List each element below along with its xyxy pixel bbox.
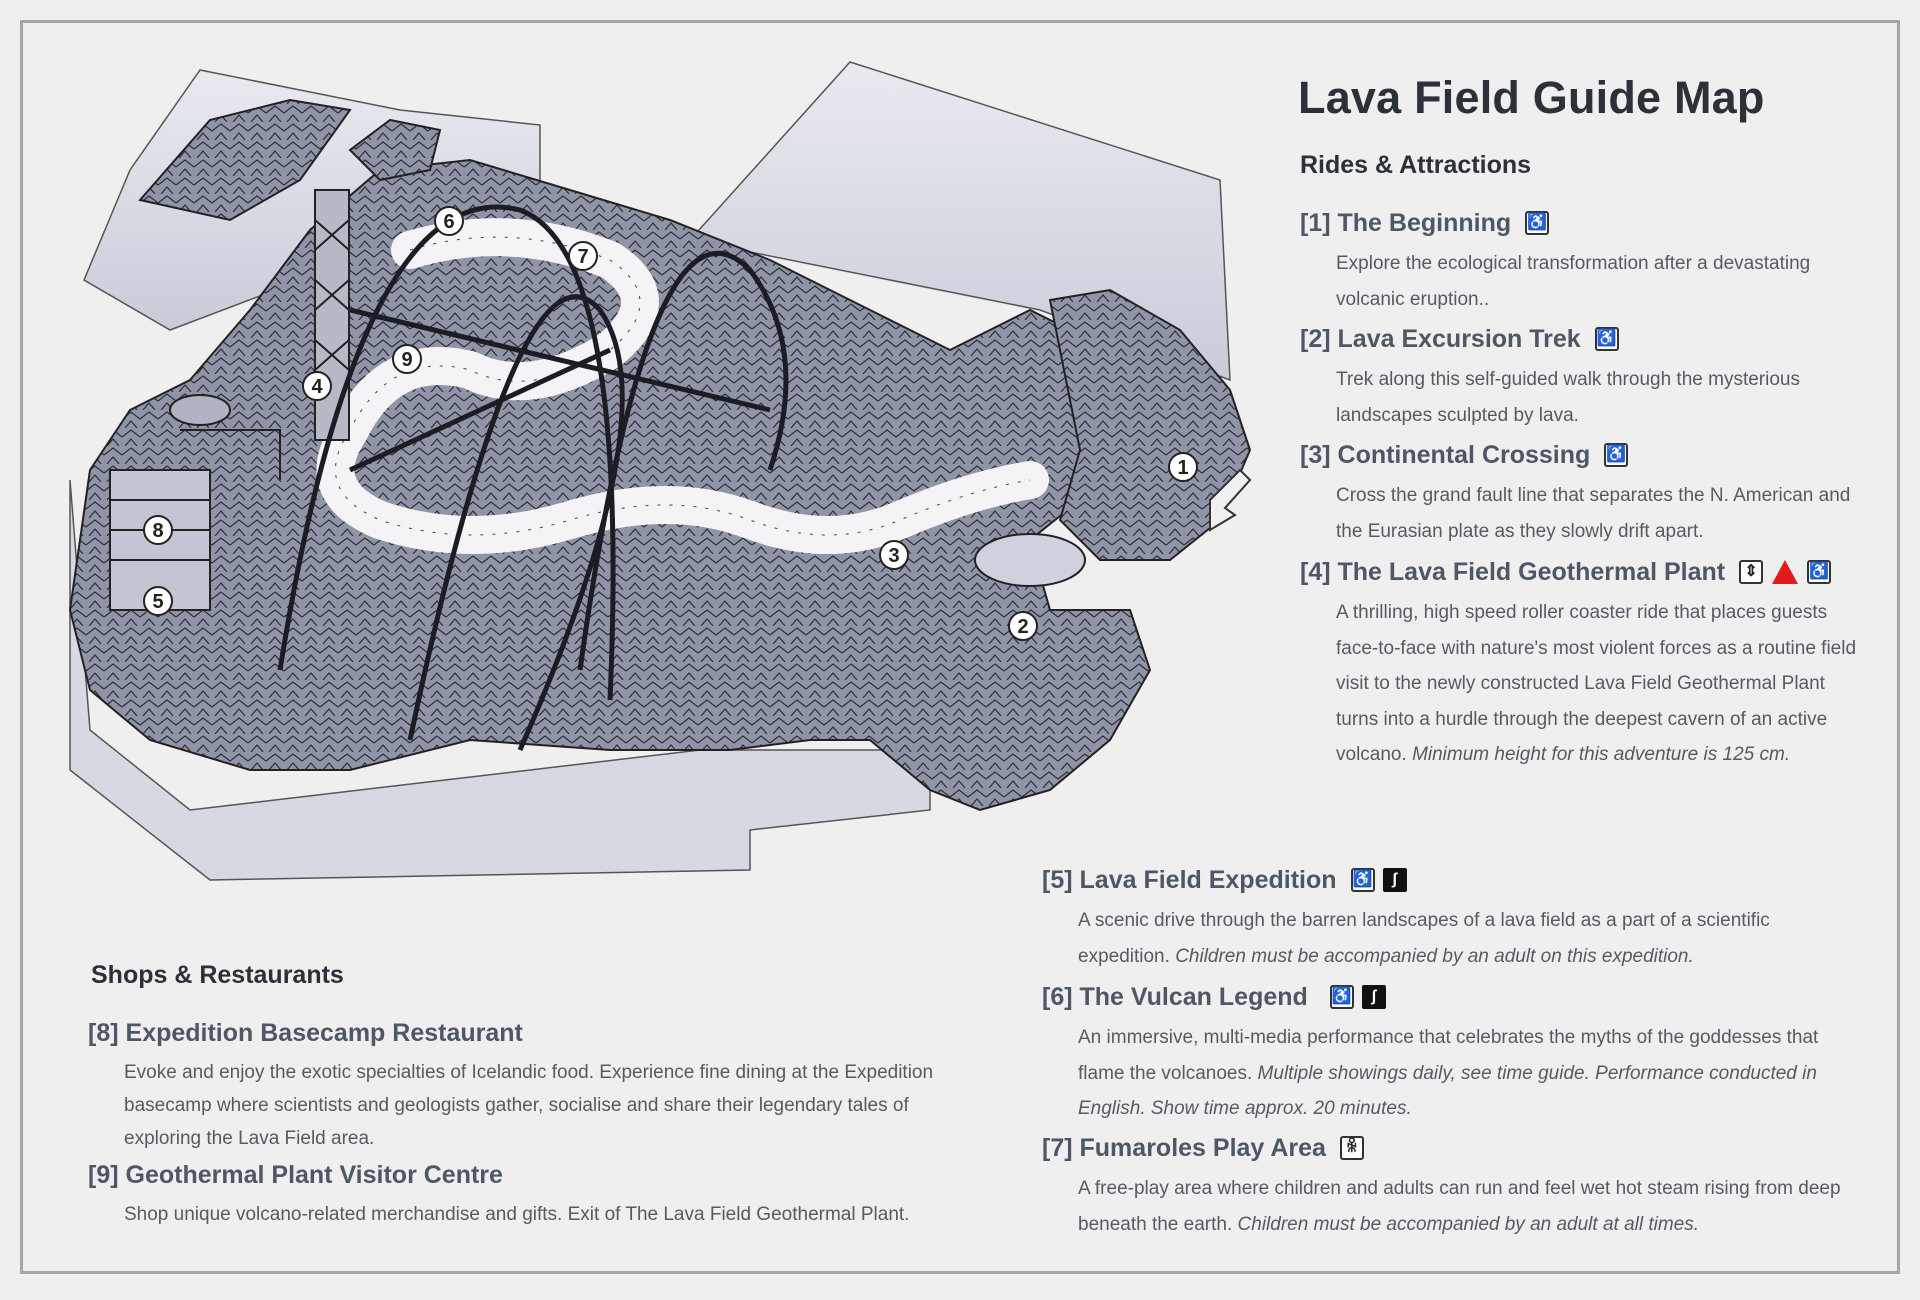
map-marker-5[interactable] bbox=[144, 587, 172, 615]
map-marker-1[interactable] bbox=[1169, 453, 1197, 481]
rides-section-heading: Rides & Attractions bbox=[1300, 151, 1532, 179]
ride-entry-1-title bbox=[1300, 206, 1860, 240]
shop-entry-8 bbox=[88, 1016, 968, 1155]
shop-description: Evoke and enjoy the exotic specialties of Icelandic food. Experience fine dining at the Expedition basecamp where scientists and geologists gather, socialise and share their legendary tales of exploring the Lava Field area. bbox=[124, 1062, 934, 1149]
ride-number: [3] bbox=[1300, 440, 1331, 469]
crater-pool bbox=[975, 534, 1085, 586]
ride-entry-1 bbox=[1300, 206, 1860, 317]
map-marker-5-label: 5 bbox=[152, 591, 164, 613]
ride-number: [1] bbox=[1300, 208, 1331, 237]
ride-name: The Lava Field Geothermal Plant bbox=[1337, 557, 1726, 586]
wheelchair-icon: ♿ bbox=[1330, 985, 1354, 1009]
ride-number: [2] bbox=[1300, 324, 1331, 353]
shop-entry-9 bbox=[88, 1158, 968, 1231]
map-marker-1-label: 1 bbox=[1177, 457, 1189, 479]
wheelchair-icon: ♿ bbox=[1595, 327, 1619, 351]
shop-description: Shop unique volcano-related merchandise and gifts. Exit of The Lava Field Geothermal Plant. bbox=[124, 1204, 910, 1225]
ride-entry-6-title bbox=[1042, 980, 1842, 1014]
ride-number: [7] bbox=[1042, 1133, 1073, 1162]
ride-note: Children must be accompanied by an adult at all times. bbox=[1237, 1213, 1700, 1235]
ride-entry-3 bbox=[1300, 438, 1860, 549]
shop-entry-8-title bbox=[88, 1016, 968, 1050]
map-marker-9[interactable] bbox=[393, 345, 421, 373]
height-restriction-icon: ⇕ bbox=[1739, 560, 1763, 584]
ride-entry-2-title bbox=[1300, 322, 1860, 356]
shop-name: Geothermal Plant Visitor Centre bbox=[125, 1160, 503, 1189]
ride-description: A thrilling, high speed roller coaster ride that places guests face-to-face with nature's most violent forces as a routine field visit to the newly constructed Lava Field Geothermal Plant turns into a hurdle through the deepest cavern of an active volcano. Minimum height for this adventure is 125 cm. bbox=[1336, 602, 1857, 765]
shop-name: Expedition Basecamp Restaurant bbox=[125, 1018, 523, 1047]
ride-description: Cross the grand fault line that separates the N. American and the Eurasian plate as they slowly drift apart. bbox=[1336, 485, 1851, 542]
ride-entry-7 bbox=[1042, 1131, 1842, 1242]
wheelchair-icon: ♿ bbox=[1525, 211, 1549, 235]
park-map-illustration[interactable] bbox=[50, 50, 1280, 910]
ride-entry-7-title bbox=[1042, 1131, 1842, 1165]
ride-name: Lava Excursion Trek bbox=[1337, 324, 1581, 353]
shops-section-heading: Shops & Restaurants bbox=[91, 961, 344, 989]
ride-description: A free-play area where children and adults can run and feel wet hot steam rising from deep beneath the earth. Children must be accompanied by an adult at all times. bbox=[1078, 1178, 1841, 1235]
ride-note: Multiple showings daily, see time guide. Performance conducted in English. Show time approx. 20 minutes. bbox=[1078, 1062, 1817, 1119]
ride-description: Trek along this self-guided walk through the mysterious landscapes sculpted by lava. bbox=[1336, 369, 1800, 426]
map-marker-3-label: 3 bbox=[888, 545, 900, 567]
map-marker-7-label: 7 bbox=[577, 246, 589, 268]
ride-entry-6 bbox=[1042, 980, 1842, 1127]
hearing-assist-icon: ʃ bbox=[1362, 985, 1386, 1009]
map-marker-7[interactable] bbox=[569, 242, 597, 270]
map-marker-8[interactable] bbox=[144, 516, 172, 544]
ride-entry-5 bbox=[1042, 863, 1842, 974]
wheelchair-transfer-icon: ♿ bbox=[1351, 868, 1375, 892]
wheelchair-icon: ♿ bbox=[1604, 443, 1628, 467]
ride-description: A scenic drive through the barren landscapes of a lava field as a part of a scientific expedition. Children must be accompanied by an adult on this expedition. bbox=[1078, 910, 1770, 967]
shop-number: [9] bbox=[88, 1160, 119, 1189]
warning-triangle-icon bbox=[1771, 559, 1799, 585]
map-marker-4-label: 4 bbox=[311, 376, 323, 398]
ride-number: [6] bbox=[1042, 982, 1073, 1011]
ride-note: Children must be accompanied by an adult on this expedition. bbox=[1175, 945, 1694, 967]
map-marker-9-label: 9 bbox=[401, 349, 413, 371]
hearing-assist-icon: ʃ bbox=[1383, 868, 1407, 892]
ride-name: Fumaroles Play Area bbox=[1079, 1133, 1326, 1162]
ride-name: Lava Field Expedition bbox=[1079, 865, 1337, 894]
ride-description: An immersive, multi-media performance that celebrates the myths of the goddesses that flame the volcanoes. Multiple showings daily, see time guide. Performance conducted in English. Show time approx. 20 minutes. bbox=[1078, 1027, 1819, 1119]
ride-name: The Vulcan Legend bbox=[1079, 982, 1308, 1011]
ride-entry-2 bbox=[1300, 322, 1860, 433]
ride-entry-4 bbox=[1300, 555, 1860, 773]
ride-entry-4-title bbox=[1300, 555, 1860, 589]
ride-description: Explore the ecological transformation after a devastating volcanic eruption.. bbox=[1336, 253, 1811, 310]
map-marker-2[interactable] bbox=[1009, 612, 1037, 640]
map-marker-6-label: 6 bbox=[443, 211, 455, 233]
map-marker-2-label: 2 bbox=[1017, 616, 1029, 638]
ride-entry-5-title bbox=[1042, 863, 1842, 897]
child-icon: ꆜ bbox=[1340, 1136, 1364, 1160]
ride-name: The Beginning bbox=[1337, 208, 1512, 237]
map-marker-3[interactable] bbox=[880, 541, 908, 569]
ride-name: Continental Crossing bbox=[1337, 440, 1591, 469]
shop-number: [8] bbox=[88, 1018, 119, 1047]
ride-number: [4] bbox=[1300, 557, 1331, 586]
shop-entry-9-title bbox=[88, 1158, 968, 1192]
ride-number: [5] bbox=[1042, 865, 1073, 894]
map-marker-8-label: 8 bbox=[152, 520, 164, 542]
ride-note: Minimum height for this adventure is 125 cm. bbox=[1412, 744, 1791, 765]
map-marker-4[interactable] bbox=[303, 372, 331, 400]
map-marker-6[interactable] bbox=[435, 207, 463, 235]
ride-entry-3-title bbox=[1300, 438, 1860, 472]
wheelchair-transfer-icon: ♿ bbox=[1807, 560, 1831, 584]
page-title: Lava Field Guide Map bbox=[1298, 72, 1765, 123]
